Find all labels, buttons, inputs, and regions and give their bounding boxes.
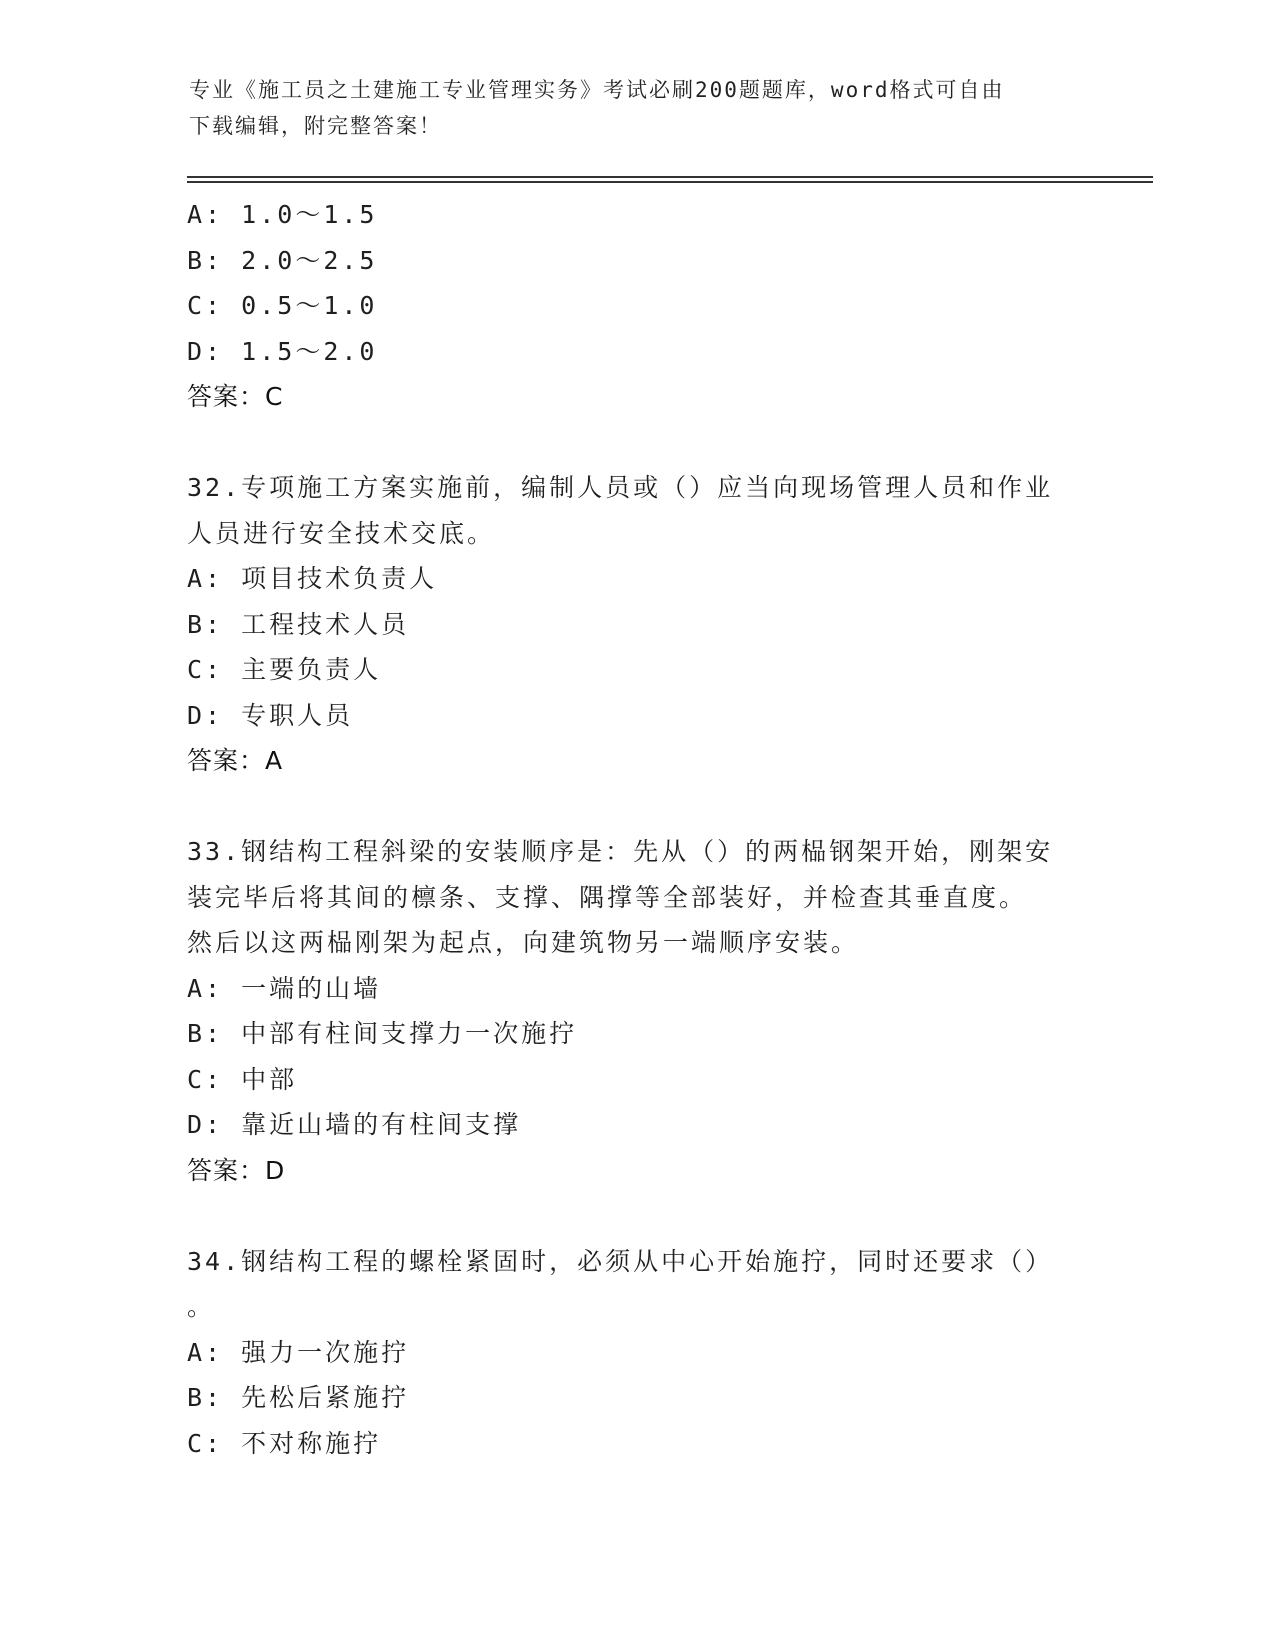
option-a	[187, 1330, 1087, 1376]
option-text: 强力一次施拧	[241, 1337, 410, 1367]
option-key: C:	[187, 1428, 224, 1458]
option-key: A:	[187, 1337, 224, 1367]
spacer	[187, 784, 1087, 830]
option-key: C:	[187, 291, 224, 320]
answer-line: 答案：D	[187, 1155, 286, 1185]
option-text: 主要负责人	[241, 655, 382, 684]
option-d	[187, 329, 1087, 375]
document-header	[189, 72, 1069, 144]
option-text: 先松后紧施拧	[241, 1383, 410, 1412]
option-key: C:	[187, 1064, 224, 1094]
question-31	[187, 192, 1087, 420]
option-key: B:	[187, 1383, 224, 1412]
option-text: 中部	[241, 1064, 298, 1094]
option-key: D:	[187, 700, 224, 730]
question-list	[187, 192, 1087, 1466]
question-text-line-1: 32.专项施工方案实施前，编制人员或（）应当向现场管理人员和作业	[187, 473, 1054, 502]
option-a	[187, 192, 1087, 238]
header-divider-top	[187, 176, 1153, 178]
spacer	[187, 1193, 1087, 1239]
option-key: D:	[187, 1110, 224, 1139]
question-text-line-2: 。	[187, 1292, 216, 1321]
answer-line: 答案：C	[187, 382, 284, 411]
option-text: 1.0～1.5	[241, 200, 378, 229]
question-33	[187, 829, 1087, 1193]
question-32	[187, 465, 1087, 784]
question-text-line-1: 34.钢结构工程的螺栓紧固时，必须从中心开始施拧，同时还要求（）	[187, 1246, 1054, 1276]
option-a	[187, 966, 1087, 1012]
question-text-line-2: 人员进行安全技术交底。	[187, 518, 496, 548]
option-key: D:	[187, 336, 224, 366]
question-text-line-2: 装完毕后将其间的檩条、支撑、隅撑等全部装好，并检查其垂直度。	[187, 882, 1028, 912]
option-text: 项目技术负责人	[241, 564, 438, 593]
option-b	[187, 238, 1087, 284]
option-key: A:	[187, 973, 224, 1003]
answer-line: 答案：A	[187, 746, 284, 775]
option-b	[187, 1375, 1087, 1421]
option-d	[187, 1102, 1087, 1148]
option-text: 一端的山墙	[241, 973, 382, 1003]
option-key: C:	[187, 655, 224, 684]
option-text: 中部有柱间支撑力一次施拧	[241, 1019, 578, 1048]
option-text: 工程技术人员	[241, 609, 410, 639]
option-d	[187, 693, 1087, 739]
question-text-line-3: 然后以这两榀刚架为起点，向建筑物另一端顺序安装。	[187, 928, 860, 957]
header-line-1: 专业《施工员之土建施工专业管理实务》考试必刷200题题库，word格式可自由	[189, 78, 1005, 102]
option-c	[187, 1421, 1087, 1467]
option-text: 2.0～2.5	[241, 245, 378, 275]
option-text: 靠近山墙的有柱间支撑	[241, 1110, 522, 1139]
option-b	[187, 1011, 1087, 1057]
option-text: 专职人员	[241, 700, 354, 730]
option-key: A:	[187, 200, 224, 229]
option-key: B:	[187, 1019, 224, 1048]
option-key: B:	[187, 245, 224, 275]
option-c	[187, 1057, 1087, 1103]
option-text: 不对称施拧	[241, 1428, 382, 1458]
option-text: 0.5～1.0	[241, 291, 378, 320]
header-divider-bottom	[187, 181, 1153, 183]
option-key: B:	[187, 609, 224, 639]
option-b	[187, 602, 1087, 648]
option-key: A:	[187, 564, 224, 593]
option-text: 1.5～2.0	[241, 336, 378, 366]
option-c	[187, 647, 1087, 693]
option-a	[187, 556, 1087, 602]
question-text-line-1: 33.钢结构工程斜梁的安装顺序是：先从（）的两榀钢架开始，刚架安	[187, 837, 1054, 866]
question-34	[187, 1239, 1087, 1467]
spacer	[187, 420, 1087, 466]
option-c	[187, 283, 1087, 329]
header-line-2: 下载编辑，附完整答案！	[189, 114, 442, 138]
